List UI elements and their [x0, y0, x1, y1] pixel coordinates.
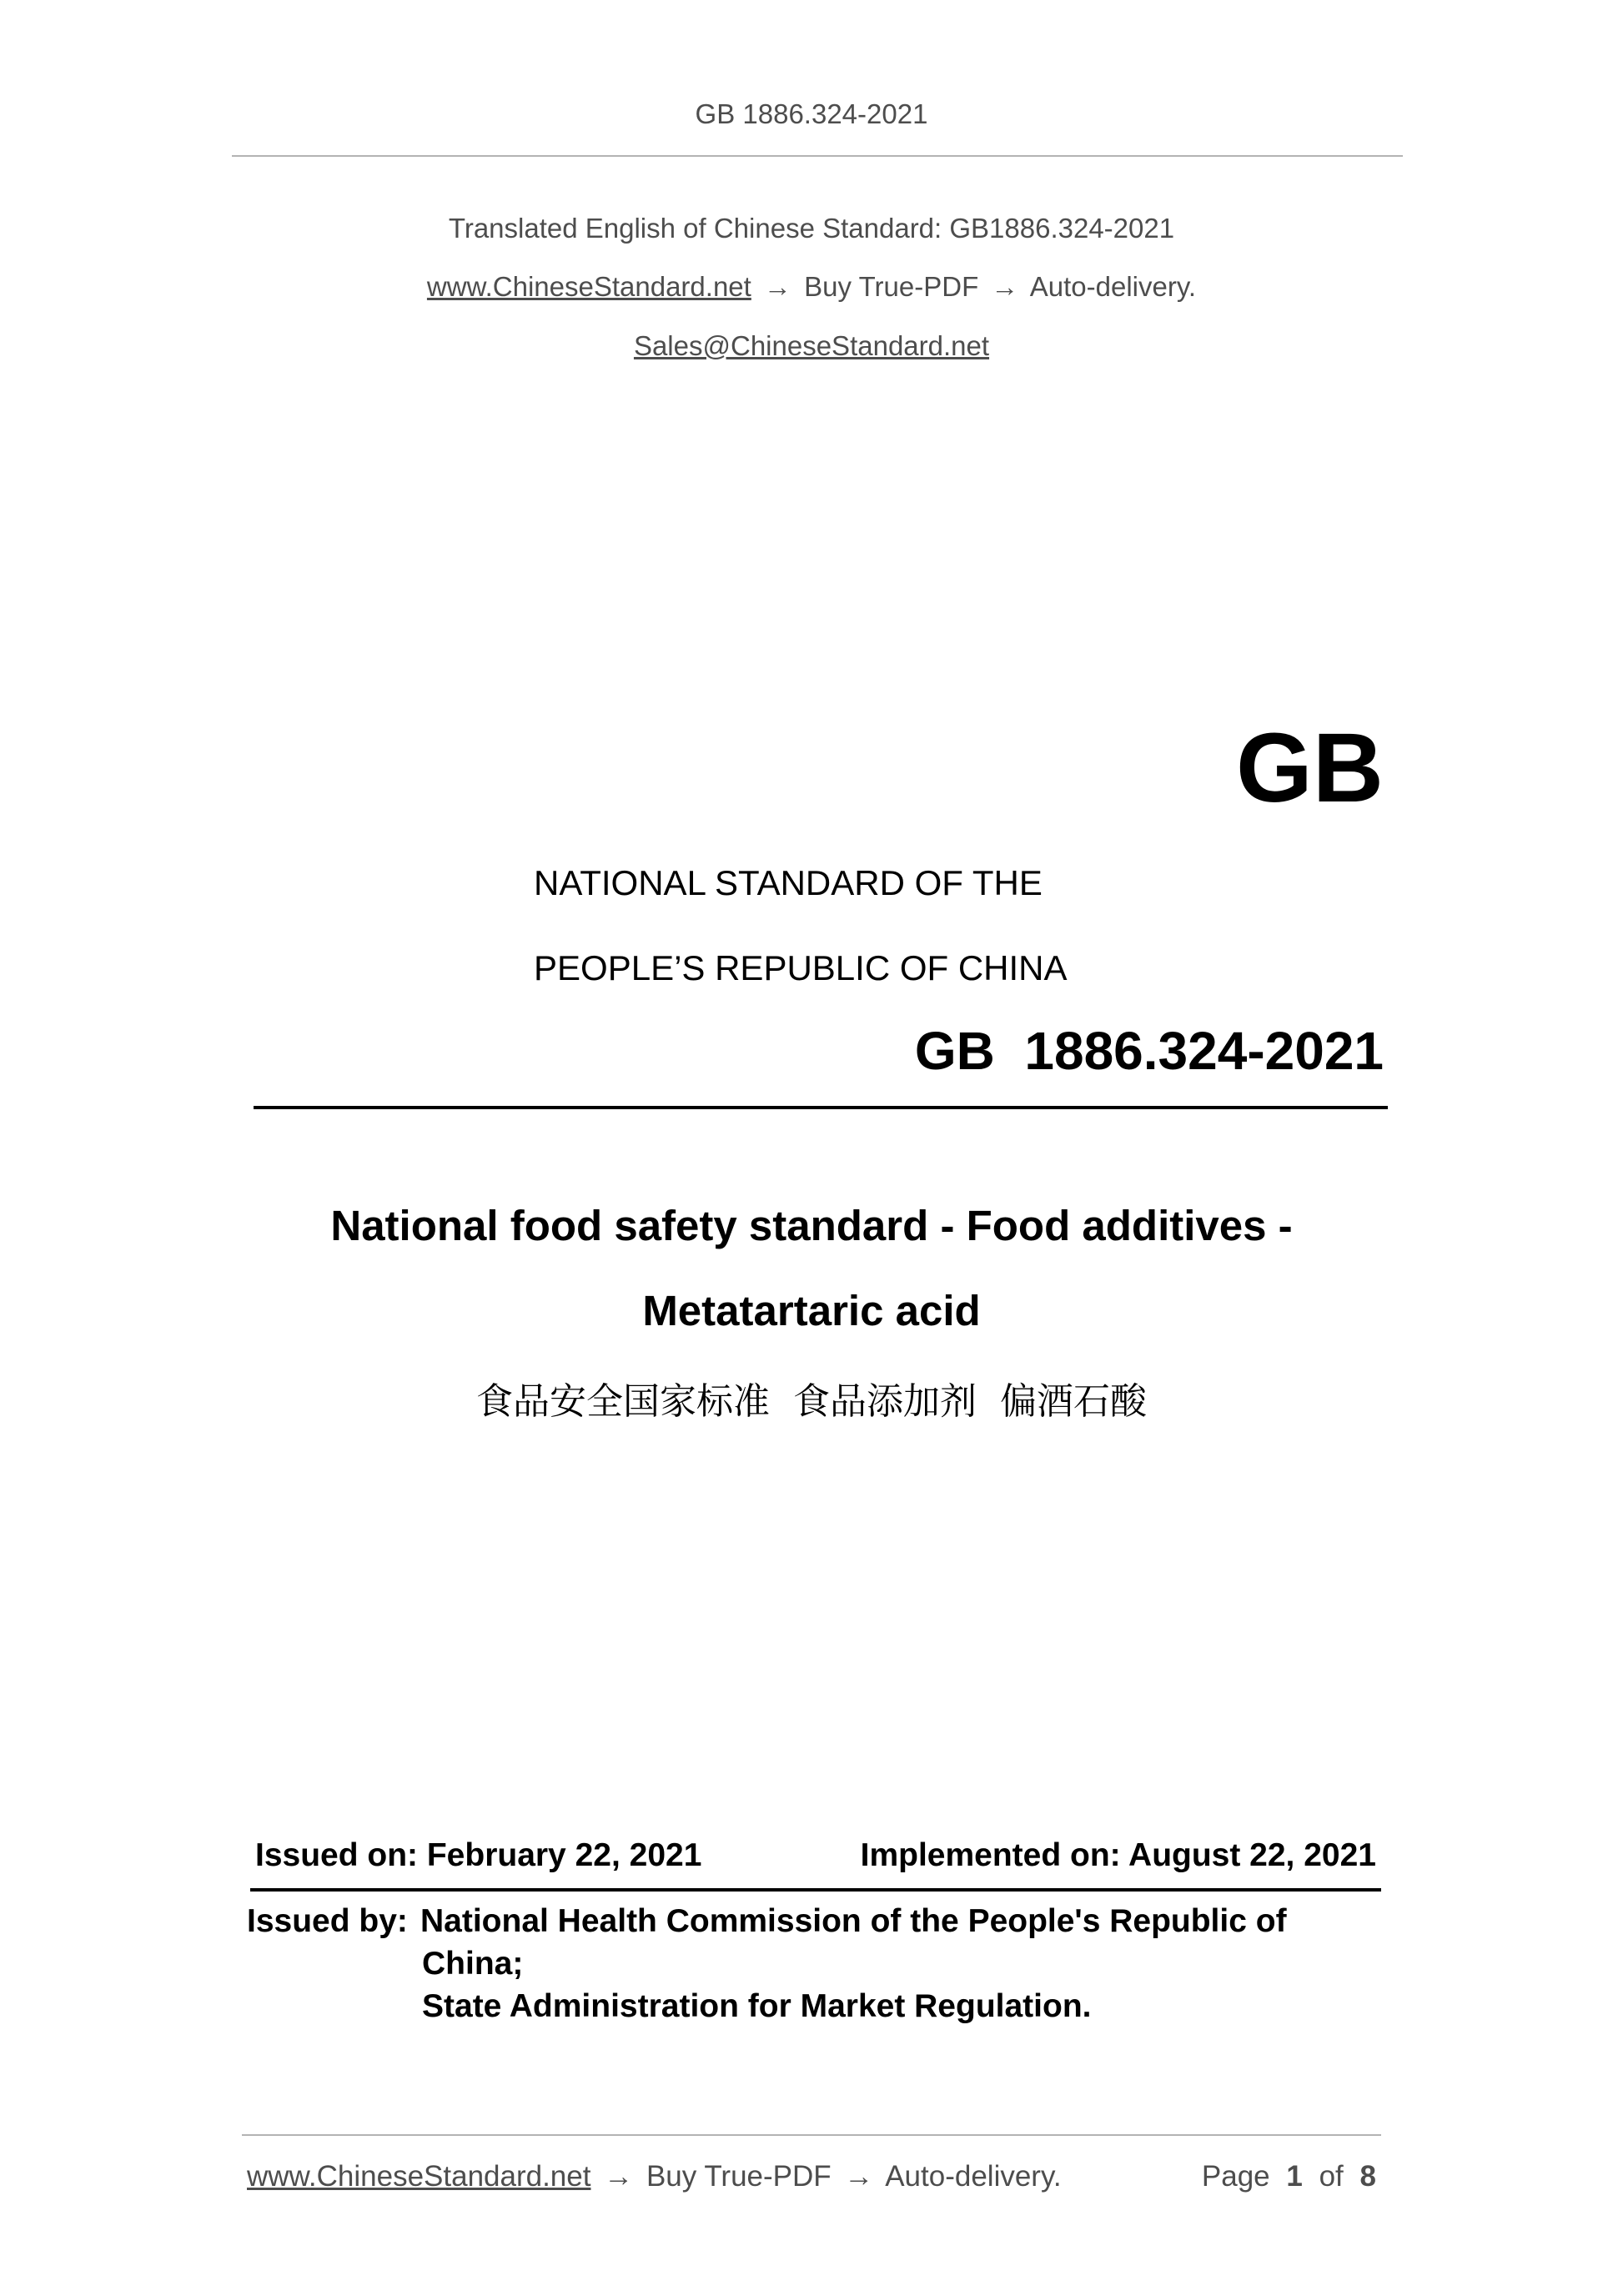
arrow-right-icon: →	[991, 271, 1019, 302]
chinese-title: 食品安全国家标准 食品添加剂 偏酒石酸	[476, 1380, 1147, 1423]
implemented-on: Implemented on: August 22, 2021	[860, 1837, 1376, 1873]
national-standard-line2: PEOPLE’S REPUBLIC OF CHINA	[534, 948, 1068, 987]
page-label: Page	[1201, 2160, 1270, 2193]
national-standard-line1: NATIONAL STANDARD OF THE	[534, 863, 1043, 902]
delivery-text: Auto-delivery.	[1029, 271, 1197, 302]
issued-by-label: Issued by:	[247, 1903, 408, 1939]
site-link[interactable]: www.ChineseStandard.net	[426, 271, 751, 302]
issued-on: Issued on: February 22, 2021	[255, 1837, 702, 1873]
running-header: GB 1886.324-2021	[695, 98, 928, 129]
arrow-right-icon: →	[764, 271, 791, 302]
page-total: 8	[1359, 2160, 1376, 2193]
issuer-line2: China;	[422, 1946, 524, 1982]
gb-mark: GB	[1236, 713, 1384, 823]
issuer-line3: State Administration for Market Regulation.	[422, 1988, 1092, 2024]
email-link[interactable]: Sales@ChineseStandard.net	[633, 330, 990, 361]
footer-divider	[242, 2134, 1381, 2136]
email-line	[0, 330, 1623, 362]
arrow-right-icon: →	[604, 2160, 634, 2193]
footer-purchase-line	[247, 2160, 1062, 2193]
standard-number: GB 1886.324-2021	[914, 1021, 1384, 1081]
footer-buy-text: Buy True-PDF	[646, 2160, 832, 2193]
arrow-right-icon: →	[844, 2160, 874, 2193]
purchase-line	[0, 271, 1623, 303]
header-divider	[232, 155, 1403, 157]
translation-notice: Translated English of Chinese Standard: GB1886.324-2021	[448, 213, 1175, 244]
footer-site-link[interactable]: www.ChineseStandard.net	[247, 2160, 591, 2193]
page-current: 1	[1286, 2160, 1303, 2193]
dates-divider	[250, 1888, 1381, 1892]
page-of: of	[1319, 2160, 1344, 2193]
footer-delivery-text: Auto-delivery.	[885, 2160, 1062, 2193]
document-title-line1: National food safety standard - Food additives -	[330, 1202, 1293, 1249]
number-underline	[254, 1106, 1388, 1109]
document-title-line2: Metatartaric acid	[642, 1287, 981, 1334]
page-indicator	[1202, 2160, 1376, 2193]
issuer-line1: National Health Commission of the People's Republic of	[420, 1903, 1287, 1939]
buy-text: Buy True-PDF	[804, 271, 979, 302]
